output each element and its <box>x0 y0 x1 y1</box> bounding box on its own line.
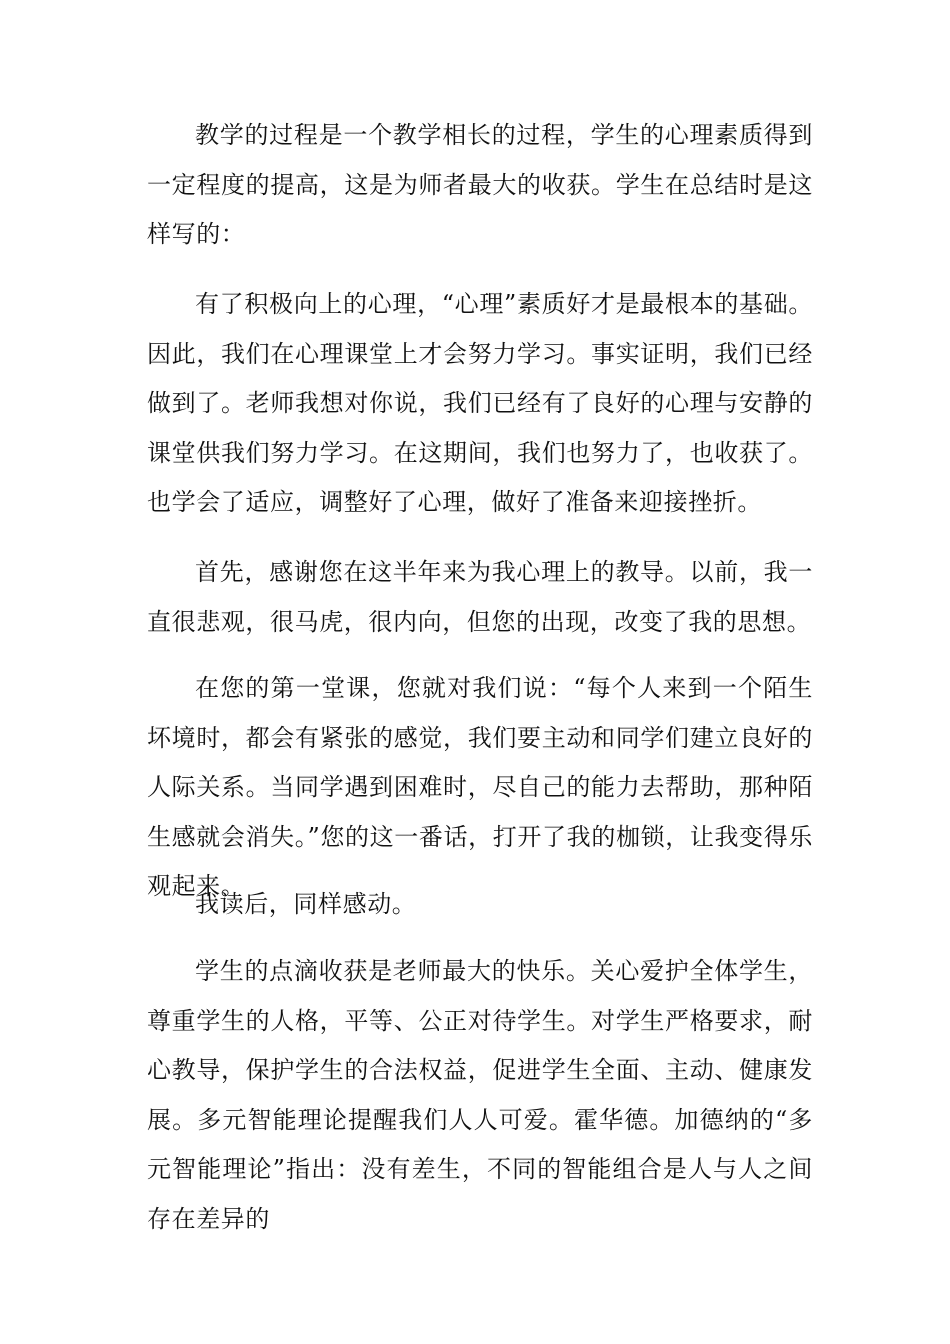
paragraph-5: 我读后，同样感动。 <box>195 890 417 918</box>
paragraph-3: 首先，感谢您在这半年来为我心理上的教导。以前，我一直很悲观，很马虎，很内向，但您的出现，改变了我的思想。 <box>147 558 813 636</box>
paragraph-1: 教学的过程是一个教学相长的过程，学生的心理素质得到一定程度的提高，这是为师者最大的收获。学生在总结时是这样写的： <box>147 121 813 248</box>
paragraph-6: 学生的点滴收获是老师最大的快乐。关心爱护全体学生，尊重学生的人格，平等、公正对待学生。对学生严格要求，耐心教导，保护学生的合法权益，促进学生全面、主动、健康发展。多元智能理论提醒我们人人可爱。霍华德。加德纳的“多元智能理论”指出：没有差生，不同的智能组合是人与人之间存在差异的 <box>147 957 813 1233</box>
paragraph-4: 在您的第一堂课，您就对我们说：“每个人来到一个陌生坏境时，都会有紧张的感觉，我们要主动和同学们建立良好的人际关系。当同学遇到困难时，尽自己的能力去帮助，那种陌生感就会消失。”您的这一番话，打开了我的枷锁，让我变得乐观起来。 <box>147 674 813 900</box>
paragraph-2: 有了积极向上的心理，“心理”素质好才是最根本的基础。因此，我们在心理课堂上才会努力学习。事实证明，我们已经做到了。老师我想对你说，我们已经有了良好的心理与安静的课堂供我们努力学习。在这期间，我们也努力了，也收获了。也学会了适应，调整好了心理，做好了准备来迎接挫折。 <box>147 290 813 516</box>
